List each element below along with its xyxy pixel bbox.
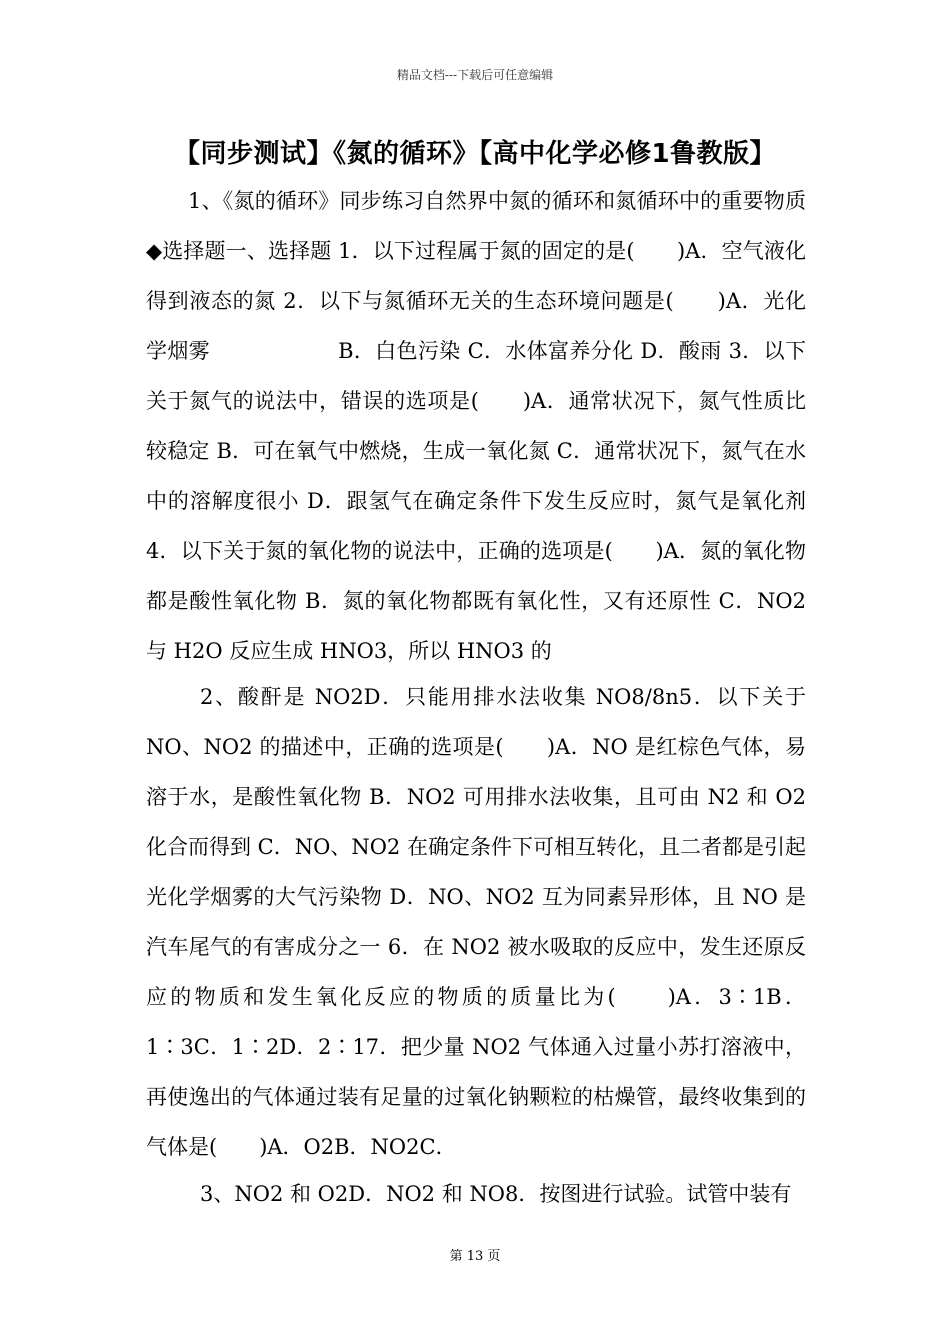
paragraph-2: 2、酸酐是 NO2D．只能用排水法收集 NO8/8n5．以下关于 NO、NO2 的描述中，正确的选项是( )A．NO 是红棕色气体，易溶于水，是酸性氧化物 B．NO2 可用排水法收集，且可由 N2 和 O2 化合而得到 C．NO、NO2 在确定条件下可相互转化，且二者都是引起光化学烟雾的大气污染物 D．NO、NO2 互为同素异形体，且 NO 是汽车尾气的有害成分之一 6．在 NO2 被水吸取的反应中，发生还原反应的物质和发生氧化反应的物质的质量比为( )A．3∶1B．1∶3C．1∶2D．2∶17．把少量 NO2 气体通入过量小苏打溶液中，再使逸出的气体通过装有足量的过氧化钠颗粒的枯燥管，最终收集到的气体是( )A．O2B．NO2C． — [146, 685, 806, 1159]
paragraph-3: 3、NO2 和 O2D．NO2 和 NO8．按图进行试验。试管中装有 — [200, 1182, 792, 1206]
page-number: 第 13 页 — [449, 1249, 501, 1264]
header-note: 精品文档---下载后可任意编辑 — [396, 68, 554, 82]
paragraph-1: 1、《氮的循环》同步练习自然界中氮的循环和氮循环中的重要物质◆选择题一、选择题 1．以下过程属于氮的固定的是( )A．空气液化得到液态的氮 2．以下与氮循环无关的生态环境问题是( )A．光化学烟雾 B．白色污染 C．水体富养分化 D．酸雨 3．以下关于氮气的说法中，错误的选项是( )A．通常状况下，氮气性质比较稳定 B．可在氧气中燃烧，生成一氧化氮 C．通常状况下，氮气在水中的溶解度很小 D．跟氢气在确定条件下发生反应时，氮气是氧化剂 4．以下关于氮的氧化物的说法中，正确的选项是( )A．氮的氧化物都是酸性氧化物 B．氮的氧化物都既有氧化性，又有还原性 C．NO2 与 H2O 反应生成 HNO3，所以 HNO3 的 — [146, 189, 806, 663]
document-title: 【同步测试】《氮的循环》【高中化学必修1鲁教版】 — [173, 139, 777, 169]
